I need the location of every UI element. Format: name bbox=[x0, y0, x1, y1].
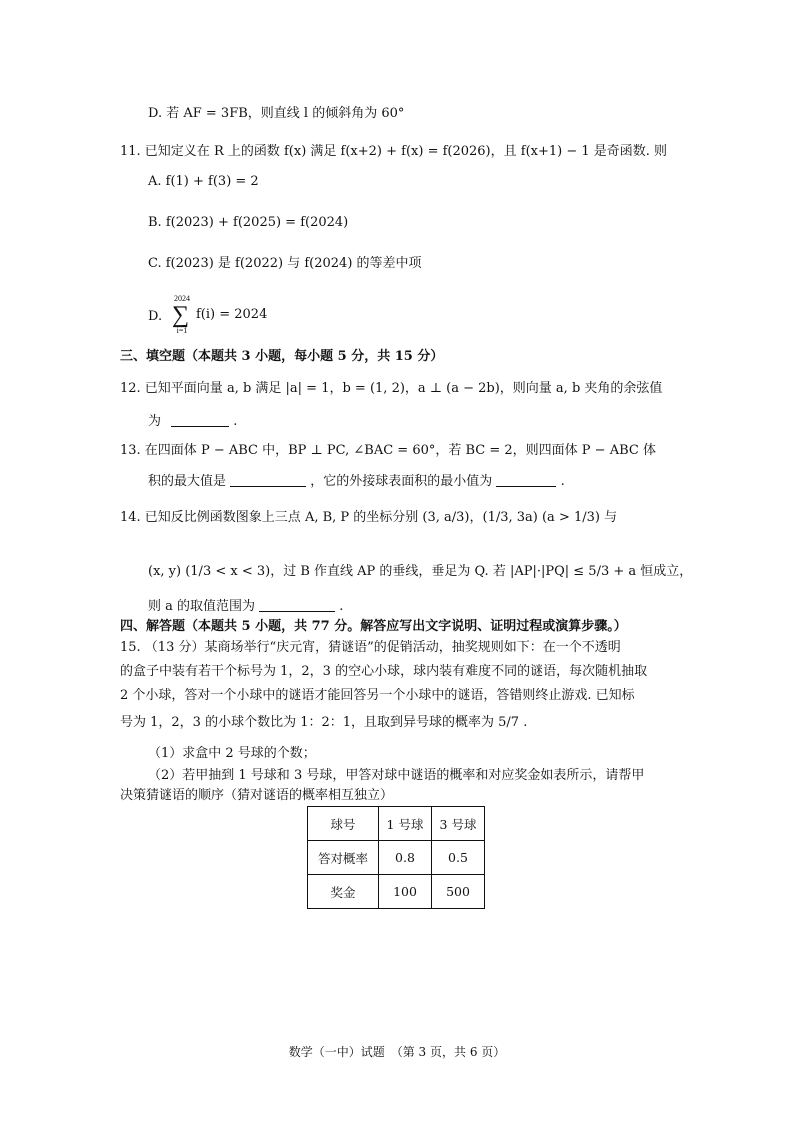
section-3-title: 三、填空题（本题共 3 小题，每小题 5 分，共 15 分） bbox=[120, 349, 444, 364]
table-cell: 0.8 bbox=[379, 841, 432, 875]
q12-line-1: 12. 已知平面向量 a, b 满足 |a| = 1，b = (1, 2)，a ⊥ (a − 2b)，则向量 a, b 夹角的余弦值 bbox=[120, 381, 663, 396]
table-row bbox=[308, 841, 485, 875]
q11-summation bbox=[172, 295, 192, 335]
table-cell: 0.5 bbox=[432, 841, 485, 875]
q12-answer-blank bbox=[171, 412, 229, 427]
table-row bbox=[308, 875, 485, 909]
q10-option-d: D. 若 AF = 3FB，则直线 l 的倾斜角为 60° bbox=[148, 106, 405, 121]
q15-line-1: 15. （13 分）某商场举行“庆元宵，猜谜语”的促销活动，抽奖规则如下：在一个不透明 bbox=[120, 640, 621, 655]
q13-line-1: 13. 在四面体 P − ABC 中，BP ⊥ PC, ∠BAC = 60°，若 BC = 2，则四面体 P − ABC 体 bbox=[120, 443, 656, 458]
q11-option-b: B. f(2023) + f(2025) = f(2024) bbox=[148, 215, 349, 230]
q13-text-a: 积的最大值是 bbox=[148, 474, 227, 489]
table-cell: 答对概率 bbox=[308, 841, 379, 875]
q14-line-2: (x, y) (1/3 < x < 3)，过 B 作直线 AP 的垂线，垂足为 Q. 若 |AP|·|PQ| ≤ 5/3 + a 恒成立， bbox=[148, 564, 693, 579]
table-cell: 球号 bbox=[308, 807, 379, 841]
q11-option-d-label: D. bbox=[148, 309, 163, 324]
q11-option-a: A. f(1) + f(3) = 2 bbox=[148, 174, 259, 189]
table-cell: 奖金 bbox=[308, 875, 379, 909]
q13-answer-blank-1 bbox=[230, 472, 306, 487]
q15-line-4: 号为 1，2，3 的小球个数比为 1：2：1，且取到异号球的概率为 5/7 . bbox=[120, 715, 528, 730]
q15-probability-table bbox=[307, 806, 485, 909]
q11-option-c: C. f(2023) 是 f(2022) 与 f(2024) 的等差中项 bbox=[148, 256, 422, 271]
q15-part-2b: 决策猜谜语的顺序（猜对谜语的概率相互独立） bbox=[120, 788, 394, 803]
q11-stem: 11. 已知定义在 R 上的函数 f(x) 满足 f(x+2) + f(x) = f(2026)，且 f(x+1) − 1 是奇函数. 则 bbox=[120, 144, 668, 159]
q14-line-3 bbox=[148, 597, 343, 617]
q15-part-2a: （2）若甲抽到 1 号球和 3 号球，甲答对球中谜语的概率和对应奖金如表所示，请帮甲 bbox=[148, 768, 645, 783]
sum-lower-limit: i=1 bbox=[176, 326, 188, 335]
table-cell: 500 bbox=[432, 875, 485, 909]
q13-answer-blank-2 bbox=[496, 472, 556, 487]
q13-text-b: ，它的外接球表面积的最小值为 bbox=[310, 474, 493, 489]
q11-option-d-expr: f(i) = 2024 bbox=[196, 307, 268, 322]
table-row bbox=[308, 807, 485, 841]
q14-end: . bbox=[339, 599, 344, 614]
table-cell: 1 号球 bbox=[379, 807, 432, 841]
q14-text: 则 a 的取值范围为 bbox=[148, 599, 256, 614]
q15-part-1: （1）求盒中 2 号球的个数； bbox=[148, 746, 316, 761]
q14-answer-blank bbox=[259, 597, 335, 612]
sigma-symbol: ∑ bbox=[172, 302, 190, 328]
sum-upper-limit: 2024 bbox=[174, 294, 190, 303]
table-cell: 100 bbox=[379, 875, 432, 909]
page-footer: 数学（一中）试题 （第 3 页，共 6 页） bbox=[288, 1045, 506, 1059]
q15-line-3: 2 个小球，答对一个小球中的谜语才能回答另一个小球中的谜语，答错则终止游戏. 已知标 bbox=[120, 688, 635, 703]
q12-prefix: 为 bbox=[148, 414, 162, 429]
q12-end: . bbox=[233, 414, 238, 429]
q13-line-2 bbox=[148, 472, 565, 492]
table-cell: 3 号球 bbox=[432, 807, 485, 841]
q15-line-2: 的盒子中装有若干个标号为 1，2，3 的空心小球，球内装有难度不同的谜语，每次随机抽取 bbox=[120, 664, 648, 679]
q13-end: . bbox=[560, 474, 565, 489]
q12-line-2 bbox=[148, 412, 237, 432]
q14-line-1: 14. 已知反比例函数图象上三点 A, B, P 的坐标分别 (3, a/3)，(1/3, 3a) (a > 1/3) 与 bbox=[120, 510, 618, 525]
section-4-title: 四、解答题（本题共 5 小题，共 77 分。解答应写出文字说明、证明过程或演算步骤。） bbox=[120, 619, 627, 634]
